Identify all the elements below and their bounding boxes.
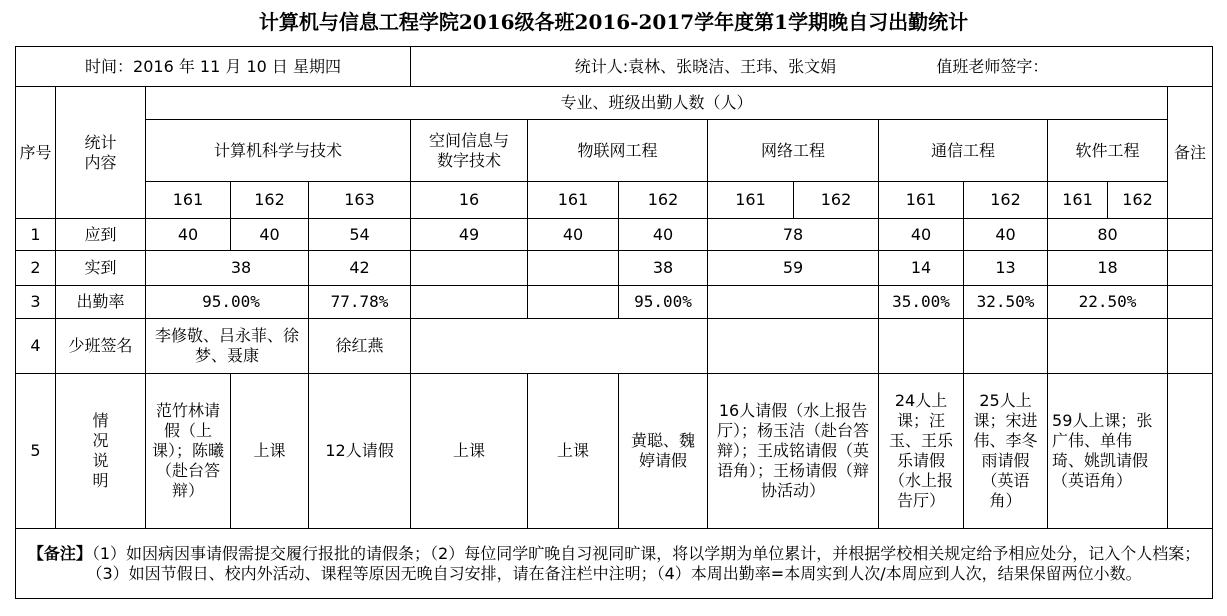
class-sw162: 162 — [1108, 182, 1168, 219]
cell-value: 78 — [708, 219, 879, 251]
cell-value: 32.50% — [964, 286, 1048, 319]
row-number: 2 — [16, 251, 56, 286]
sheet-title: 计算机与信息工程学院2016级各班2016-2017学年度第1学期晚自习出勤统计 — [258, 10, 969, 34]
notes-cell — [16, 529, 1213, 599]
row-label: 少班签名 — [56, 319, 146, 374]
situation-note: 59人上课；张广伟、单伟琦、姚凯请假（英语角） — [1048, 374, 1168, 529]
situation-note: 上课 — [231, 374, 309, 529]
class-iot161: 161 — [528, 182, 619, 219]
cell-value: 40 — [619, 219, 708, 251]
seq-header: 序号 — [16, 87, 56, 219]
cell-value: 22.50% — [1048, 286, 1168, 319]
absent-signatures: 徐红燕 — [309, 319, 411, 374]
cell-value — [708, 319, 879, 374]
teacher-sign-label: 值班老师签字： — [936, 56, 1049, 76]
cell-value — [411, 251, 528, 286]
table-row — [16, 319, 1213, 374]
cell-value: 18 — [1048, 251, 1168, 286]
table-row — [16, 286, 1213, 319]
class-cs162: 162 — [231, 182, 309, 219]
date-info: 时间：2016 年 11 月 10 日 星期四 — [16, 47, 411, 87]
row-number: 3 — [16, 286, 56, 319]
class-cs163: 163 — [309, 182, 411, 219]
remark-cell — [1168, 374, 1213, 529]
remark-cell — [1168, 251, 1213, 286]
cell-value: 38 — [619, 251, 708, 286]
class-iot162: 162 — [619, 182, 708, 219]
cell-value: 40 — [231, 219, 309, 251]
cell-value: 40 — [146, 219, 231, 251]
major-iot: 物联网工程 — [528, 120, 708, 182]
situation-note: 12人请假 — [309, 374, 411, 529]
cell-value — [708, 286, 879, 319]
class-tel162: 162 — [964, 182, 1048, 219]
cell-value: 80 — [1048, 219, 1168, 251]
major-cs: 计算机科学与技术 — [146, 120, 411, 182]
cell-value — [964, 319, 1048, 374]
cell-value — [879, 319, 964, 374]
cell-value: 49 — [411, 219, 528, 251]
row-label: 出勤率 — [56, 286, 146, 319]
attendance-table — [15, 46, 1213, 599]
situation-note: 上课 — [528, 374, 619, 529]
cell-value: 14 — [879, 251, 964, 286]
cell-value: 42 — [309, 251, 411, 286]
row-number: 5 — [16, 374, 56, 529]
major-class-header: 专业、班级出勤人数（人） — [146, 87, 1168, 120]
class-net161: 161 — [708, 182, 794, 219]
counter-info — [411, 47, 1213, 87]
absent-signatures: 李修敬、吕永菲、徐梦、聂康 — [146, 319, 309, 374]
major-spatial: 空间信息与数字技术 — [411, 120, 528, 182]
class-sw161: 161 — [1048, 182, 1108, 219]
class-cs161: 161 — [146, 182, 231, 219]
situation-note: 25人上课；宋进伟、李冬雨请假（英语角） — [964, 374, 1048, 529]
cell-value: 95.00% — [619, 286, 708, 319]
cell-value: 13 — [964, 251, 1048, 286]
remark-header: 备注 — [1168, 87, 1213, 219]
cell-value: 40 — [964, 219, 1048, 251]
class-sp16: 16 — [411, 182, 528, 219]
cell-value: 38 — [146, 251, 309, 286]
major-telecom: 通信工程 — [879, 120, 1048, 182]
row-label: 情况说明 — [56, 374, 146, 529]
major-network: 网络工程 — [708, 120, 879, 182]
table-row — [16, 219, 1213, 251]
remark-cell — [1168, 319, 1213, 374]
notes-text: （1）如因病因事请假需提交履行报批的请假条；（2）每位同学旷晚自习视同旷课，将以学期为单位累计，并根据学校相关规定给予相应处分，记入个人档案；（3）如因节假日、校内外活动、课程等原因无晚自习安排，请在备注栏中注明；（4）本周出勤率=本周实到人次/本周应到人次，结果保留两位小数。 — [86, 543, 1201, 583]
cell-value: 59 — [708, 251, 879, 286]
cell-value — [528, 286, 619, 319]
class-net162: 162 — [794, 182, 879, 219]
remark-cell — [1168, 286, 1213, 319]
class-tel161: 161 — [879, 182, 964, 219]
table-row — [16, 374, 1213, 529]
cell-value: 35.00% — [879, 286, 964, 319]
cell-value: 54 — [309, 219, 411, 251]
remark-cell — [1168, 219, 1213, 251]
counter-names: 统计人:袁林、张晓洁、王玮、张文娟 — [574, 56, 837, 76]
row-number: 4 — [16, 319, 56, 374]
cell-value: 95.00% — [146, 286, 309, 319]
cell-value: 40 — [528, 219, 619, 251]
situation-note: 24人上课；汪玉、王乐乐请假（水上报告厅） — [879, 374, 964, 529]
situation-note: 范竹林请假（上课）；陈曦（赴台答辩） — [146, 374, 231, 529]
situation-note: 黄聪、魏婷请假 — [619, 374, 708, 529]
cell-value: 77.78% — [309, 286, 411, 319]
notes-label: 【备注】 — [27, 543, 92, 563]
situation-note: 上课 — [411, 374, 528, 529]
row-label: 应到 — [56, 219, 146, 251]
cell-value — [411, 286, 528, 319]
row-number: 1 — [16, 219, 56, 251]
situation-note: 16人请假（水上报告厅）；杨玉洁（赴台答辩）；王成铭请假（英语角）；王杨请假（辩协活动） — [708, 374, 879, 529]
table-row — [16, 251, 1213, 286]
cell-value — [1048, 319, 1168, 374]
cell-value — [528, 251, 619, 286]
major-software: 软件工程 — [1048, 120, 1168, 182]
cell-value: 40 — [879, 219, 964, 251]
row-label: 实到 — [56, 251, 146, 286]
cell-value — [411, 319, 708, 374]
content-header: 统计内容 — [56, 87, 146, 219]
